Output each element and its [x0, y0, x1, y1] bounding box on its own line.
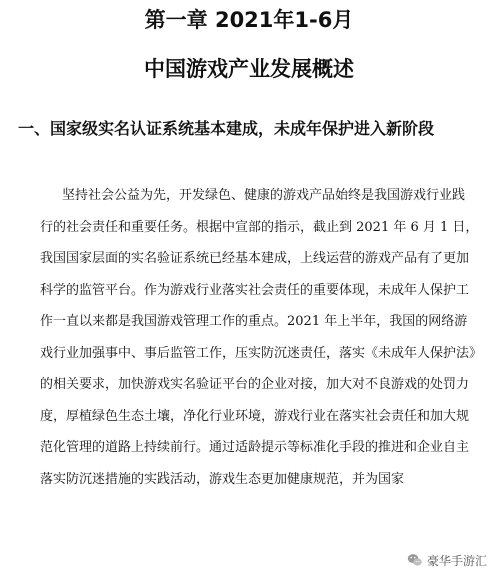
- paragraph-line: 科学的监管平台。作为游戏行业落实社会责任的重要体现，未成年人保护工: [40, 282, 470, 298]
- wechat-icon: [407, 552, 423, 568]
- paragraph-line: 范化管理的道路上持续前行。通过适龄提示等标准化手段的推进和企业自主: [40, 440, 470, 455]
- body-paragraph: [40, 180, 490, 495]
- paragraph-line: 戏行业加强事中、事后监管工作，压实防沉迷责任，落实《未成年人保护法》: [40, 345, 483, 361]
- paragraph-line: 的相关要求，加快游戏实名验证平台的企业对接，加大对不良游戏的处罚力: [40, 377, 470, 392]
- paragraph-line: 作一直以来都是我国游戏管理工作的重点。2021 年上半年，我国的网络游: [40, 314, 468, 329]
- paragraph-line: 度，厚植绿色生态土壤，净化行业环境，游戏行业在落实社会责任和加大规: [40, 408, 470, 424]
- paragraph-line: 我国国家层面的实名验证系统已经基本建成，上线运营的游戏产品有了更加: [40, 251, 470, 266]
- paragraph-line: 落实防沉迷措施的实践活动，游戏生态更加健康规范，并为国家: [40, 471, 405, 487]
- paragraph-line: 坚持社会公益为先，开发绿色、健康的游戏产品始终是我国游戏行业践: [62, 188, 466, 203]
- chapter-subtitle: 中国游戏产业发展概述: [144, 57, 354, 81]
- chapter-title: 第一章 2021年1-6月: [144, 8, 354, 32]
- section-heading: 一、国家级实名认证系统基本建成，未成年保护进入新阶段: [18, 119, 435, 138]
- watermark: [404, 550, 490, 570]
- watermark-text: 豪华手游汇: [426, 553, 487, 568]
- paragraph-line: 行的社会责任和重要任务。根据中宣部的指示，截止到 2021 年 6 月 1 日，: [40, 219, 479, 235]
